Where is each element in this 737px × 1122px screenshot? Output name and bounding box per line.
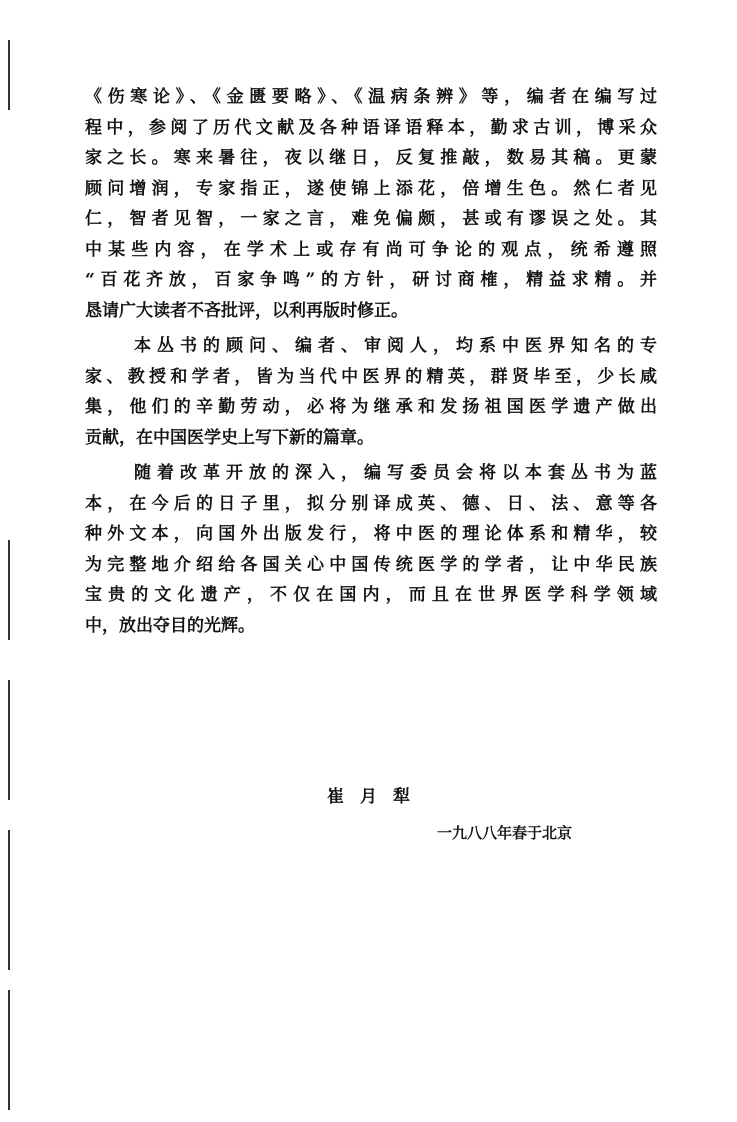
text-line: 顾问增润，专家指正，遂使锦上添花，倍增生色。然仁者见: [85, 178, 657, 199]
text-line: 随着改革开放的深入，编写委员会将以本套丛书为蓝: [134, 463, 657, 483]
text-line: 程中，参阅了历代文献及各种语译语释本，勤求古训，博采众: [85, 117, 657, 138]
text-line: 《伤寒论》、《金匮要略》、《温病条辨》等，编者在编写过: [85, 87, 657, 107]
text-line: 本丛书的顾问、编者、审阅人，均系中医界知名的专: [134, 336, 657, 356]
text-line: 中某些内容，在学术上或存有尚可争论的观点，统希遵照: [85, 239, 657, 260]
scan-edge-mark: [8, 540, 10, 640]
text-line: 恳请广大读者不吝批评，以利再版时修正。: [85, 300, 408, 321]
paragraph-2: [85, 331, 657, 453]
scan-edge-mark: [8, 990, 10, 1110]
scan-edge-mark: [8, 40, 10, 110]
text-line: 贡献，在中国医学史上写下新的篇章。: [85, 427, 374, 448]
paragraph-3: [85, 458, 657, 641]
paragraph-1: [85, 82, 657, 326]
text-line: 仁，智者见智，一家之言，难免偏颇，甚或有谬误之处。其: [85, 209, 657, 229]
text-line: “百花齐放，百家争鸣”的方针，研讨商榷，精益求精。并: [85, 270, 657, 290]
scan-edge-mark: [8, 680, 10, 800]
text-line: 本，在今后的日子里，拟分别译成英、德、日、法、意等各: [85, 493, 657, 514]
text-line: 宝贵的文化遗产，不仅在国内，而且在世界医学科学领域: [85, 585, 657, 605]
date-place: 一九八八年春于北京: [437, 824, 573, 842]
scan-edge-mark: [8, 830, 10, 970]
signature: 崔月犁: [327, 787, 426, 807]
text-line: 家、教授和学者，皆为当代中医界的精英，群贤毕至，少长咸: [85, 366, 657, 387]
text-line: 种外文本，向国外出版发行，将中医的理论体系和精华，较: [85, 524, 657, 544]
text-line: 集，他们的辛勤劳动，必将为继承和发扬祖国医学遗产做出: [85, 397, 657, 417]
text-line: 为完整地介绍给各国关心中国传统医学的学者，让中华民族: [85, 554, 657, 575]
document-body: [85, 82, 657, 641]
text-line: 中，放出夺目的光辉。: [85, 615, 255, 636]
text-line: 家之长。寒来暑往，夜以继日，反复推敲，数易其稿。更蒙: [85, 148, 657, 168]
